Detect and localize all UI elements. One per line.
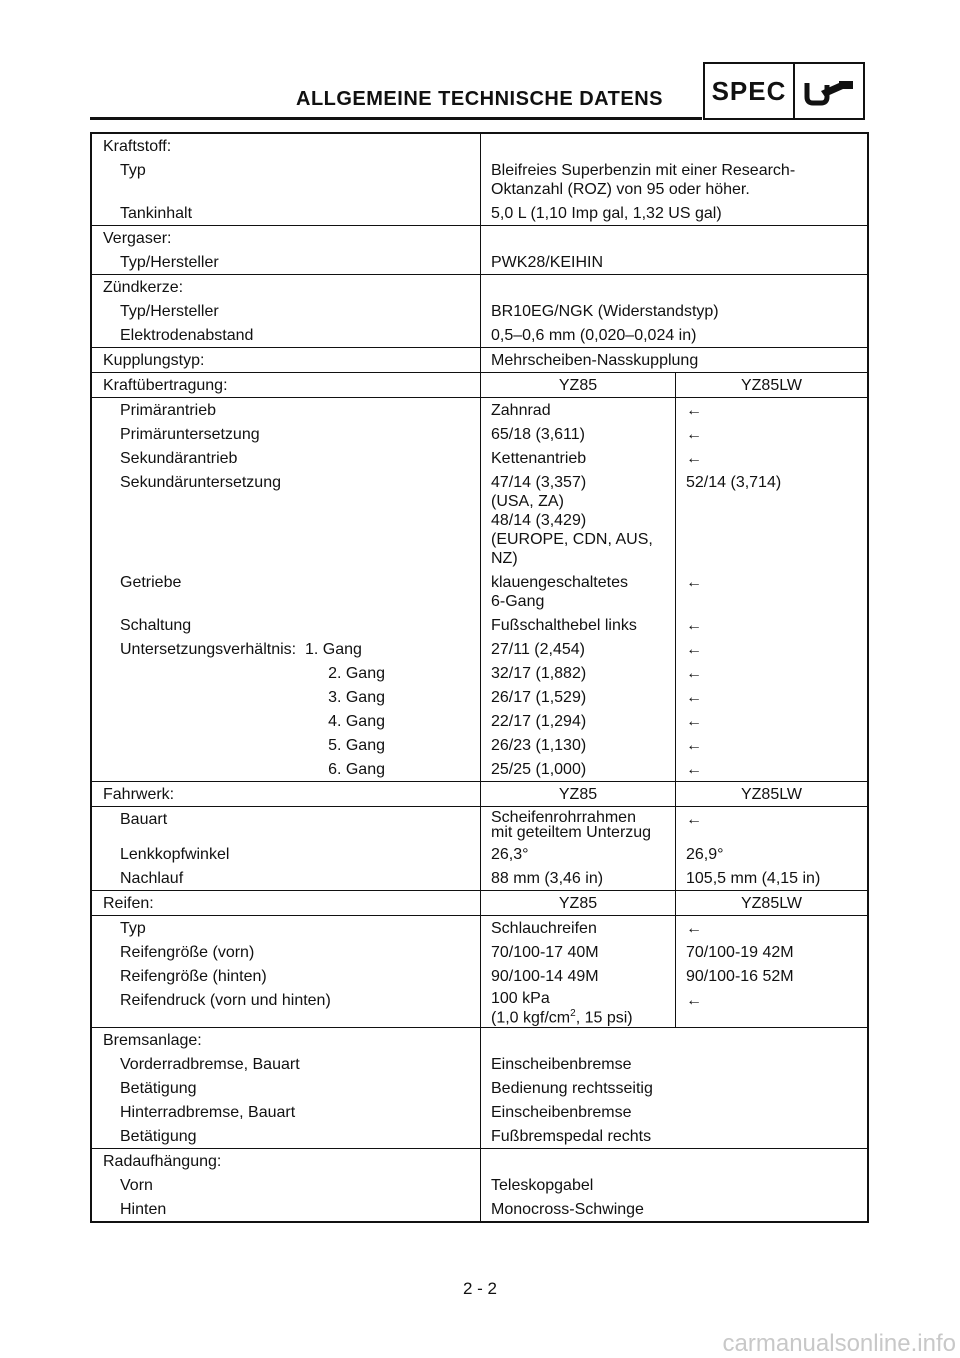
row-label: 3. Gang <box>328 689 385 706</box>
row-value: klauengeschaltetes <box>491 574 628 591</box>
row-value: (USA, ZA) <box>491 493 564 510</box>
same-as-left-arrow: ← <box>686 665 702 682</box>
row-label: Reifengröße (vorn) <box>120 944 255 961</box>
column-header: YZ85 <box>481 782 676 806</box>
row-label: Primärantrieb <box>120 402 217 419</box>
row-label: Tankinhalt <box>120 205 193 222</box>
row-value: 90/100-16 52M <box>686 968 794 985</box>
same-as-left-arrow: ← <box>686 426 702 443</box>
section-tires-body <box>92 915 867 1027</box>
row-value: mit geteiltem Unterzug <box>491 824 652 841</box>
row-label: 2. Gang <box>328 665 385 682</box>
row-value: Zahnrad <box>481 398 676 422</box>
row-value: Teleskopgabel <box>491 1177 594 1195</box>
row-label: 5. Gang <box>328 737 385 754</box>
row-value: Bleifreies Superbenzin mit einer Research- <box>491 162 796 179</box>
row-value: 48/14 (3,429) <box>491 512 587 529</box>
row-value: 26/23 (1,130) <box>481 733 676 757</box>
section-clutch <box>92 347 867 372</box>
row-value: Bedienung rechtsseitig <box>491 1080 653 1098</box>
same-as-left-arrow: ← <box>686 641 702 658</box>
row-label: Nachlauf <box>120 870 184 887</box>
row-label: Typ/Hersteller <box>120 254 219 271</box>
section-label: Kraftübertragung: <box>103 377 228 394</box>
column-header: YZ85LW <box>740 786 803 803</box>
row-value: (EUROPE, CDN, AUS, <box>491 531 653 548</box>
row-label: Schaltung <box>120 617 192 634</box>
row-label: Lenkkopfwinkel <box>120 846 230 863</box>
section-label: Kupplungstyp: <box>103 352 205 369</box>
section-label: Vergaser: <box>103 230 172 247</box>
row-value: 6-Gang <box>491 593 545 610</box>
page-number: 2 - 2 <box>462 1279 498 1298</box>
row-label: Elektrodenabstand <box>120 327 254 344</box>
row-label: Getriebe <box>120 574 182 591</box>
row-value: 65/18 (3,611) <box>481 422 676 446</box>
row-label: Betätigung <box>120 1128 197 1146</box>
section-label: Reifen: <box>103 895 154 912</box>
row-label: Vorn <box>120 1177 153 1195</box>
row-value: Oktanzahl (ROZ) von 95 oder höher. <box>491 181 750 198</box>
row-value: PWK28/KEIHIN <box>491 254 604 271</box>
row-value: 25/25 (1,000) <box>481 757 676 781</box>
section-label: Fahrwerk: <box>103 786 175 803</box>
row-value: Fußschalthebel links <box>481 613 676 637</box>
same-as-left-arrow: ← <box>686 920 702 937</box>
header-rule <box>90 117 702 120</box>
row-value: NZ) <box>491 550 518 567</box>
row-value: (1,0 kgf/$cm^2$, 15 psi) <box>491 1008 633 1027</box>
row-label: Sekundärantrieb <box>120 450 238 467</box>
row-value: 5,0 L (1,10 Imp gal, 1,32 US gal) <box>491 205 722 222</box>
column-header: YZ85 <box>481 891 676 915</box>
row-value: 70/100-19 42M <box>686 944 794 961</box>
section-transmission-body <box>92 397 867 781</box>
row-value: 26,3° <box>481 842 676 866</box>
row-value: Kettenantrieb <box>481 446 676 470</box>
row-label: Hinterradbremse, Bauart <box>120 1104 296 1122</box>
section-label: Bremsanlage: <box>103 1032 202 1050</box>
row-label: 4. Gang <box>328 713 385 730</box>
section-fuel <box>92 134 867 225</box>
same-as-left-arrow: ← <box>686 402 702 419</box>
row-label: Bauart <box>120 811 168 828</box>
section-transmission <box>92 372 867 397</box>
section-label: Kraftstoff: <box>103 138 172 155</box>
row-value: 105,5 mm (4,15 in) <box>686 870 821 887</box>
row-value: 0,5–0,6 mm (0,020–0,024 in) <box>491 327 697 344</box>
same-as-left-arrow: ← <box>686 450 702 467</box>
row-value: 27/11 (2,454) <box>481 637 676 661</box>
row-value: 32/17 (1,882) <box>481 661 676 685</box>
section-sparkplug <box>92 274 867 347</box>
row-label: Betätigung <box>120 1080 197 1098</box>
same-as-left-arrow: ← <box>686 617 702 634</box>
row-value: Scheifenrohrrahmen <box>491 809 636 826</box>
row-value: Fußbremspedal rechts <box>491 1128 652 1146</box>
row-label: Typ <box>120 162 146 179</box>
row-value: 52/14 (3,714) <box>686 474 782 491</box>
row-label: 6. Gang <box>328 761 385 778</box>
row-label: Typ/Hersteller <box>120 303 219 320</box>
same-as-left-arrow: ← <box>686 992 702 1009</box>
section-suspension <box>92 1148 867 1221</box>
row-label: Hinten <box>120 1201 167 1219</box>
page-title: ALLGEMEINE TECHNISCHE DATENS <box>296 88 663 110</box>
same-as-left-arrow: ← <box>686 761 702 778</box>
row-value: Mehrscheiben-Nasskupplung <box>491 352 699 369</box>
row-value: Einscheibenbremse <box>491 1056 632 1074</box>
row-value: 47/14 (3,357) <box>491 474 587 491</box>
spec-table <box>90 132 869 1223</box>
same-as-left-arrow: ← <box>686 713 702 730</box>
row-value: 22/17 (1,294) <box>481 709 676 733</box>
row-label: Vorderradbremse, Bauart <box>120 1056 300 1074</box>
section-label: Radaufhängung: <box>103 1153 222 1171</box>
row-value: 90/100-14 49M <box>481 964 676 988</box>
spec-badge <box>703 62 865 120</box>
same-as-left-arrow: ← <box>686 574 702 591</box>
row-label: Untersetzungsverhältnis: 1. Gang <box>120 641 362 658</box>
spec-wrench-icon <box>795 64 863 118</box>
row-value: 88 mm (3,46 in) <box>481 866 676 890</box>
same-as-left-arrow: ← <box>686 737 702 754</box>
section-chassis <box>92 781 867 806</box>
watermark: carmanualsonline.info <box>722 1330 956 1357</box>
same-as-left-arrow: ← <box>686 811 702 828</box>
row-label: Reifengröße (hinten) <box>120 968 267 985</box>
section-carburetor <box>92 225 867 274</box>
row-value: 100 kPa <box>491 990 550 1007</box>
section-label: Zündkerze: <box>103 279 184 296</box>
row-label: Sekundäruntersetzung <box>120 474 281 491</box>
column-header: YZ85LW <box>740 895 803 912</box>
row-value: 70/100-17 40M <box>481 940 676 964</box>
row-value: Schlauchreifen <box>481 916 676 940</box>
row-value: Monocross-Schwinge <box>491 1201 644 1219</box>
row-label: Typ <box>120 920 146 937</box>
row-value: 26/17 (1,529) <box>481 685 676 709</box>
column-header: YZ85 <box>481 373 676 397</box>
same-as-left-arrow: ← <box>686 689 702 706</box>
row-label: Primäruntersetzung <box>120 426 260 443</box>
section-tires <box>92 890 867 915</box>
section-chassis-body <box>92 806 867 890</box>
row-value: BR10EG/NGK (Widerstandstyp) <box>491 303 719 320</box>
column-header: YZ85LW <box>740 377 803 394</box>
spec-label: SPEC <box>705 64 795 118</box>
row-label: Reifendruck (vorn und hinten) <box>120 992 331 1009</box>
row-value: Einscheibenbremse <box>491 1104 632 1122</box>
row-value: 26,9° <box>686 846 724 863</box>
section-brakes <box>92 1027 867 1148</box>
